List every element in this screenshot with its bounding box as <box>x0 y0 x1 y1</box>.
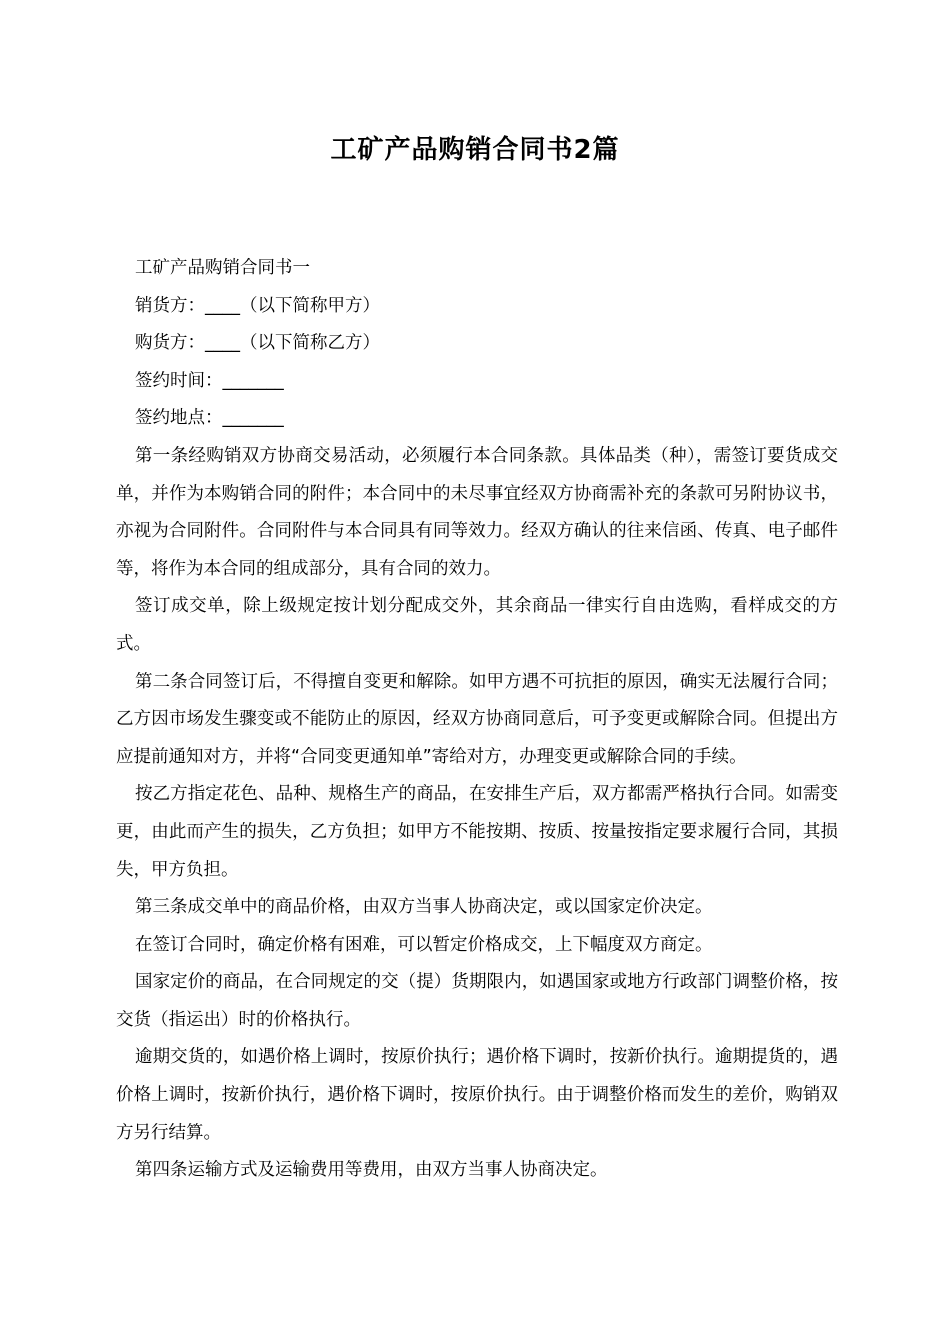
paragraph-order-form: 签订成交单，除上级规定按计划分配成交外，其余商品一律实行自由选购，看样成交的方式。 <box>116 596 838 654</box>
paragraph-seller: 销货方：____（以下简称甲方） <box>135 295 380 316</box>
paragraph-signing-time: 签约时间：_______ <box>135 370 284 391</box>
paragraph-article-3: 第三条成交单中的商品价格，由双方当事人协商决定，或以国家定价决定。 <box>135 897 713 918</box>
paragraph-signing-place: 签约地点：_______ <box>135 408 284 429</box>
paragraph-contract-heading: 工矿产品购销合同书一 <box>135 258 310 278</box>
paragraph-article-1: 第一条经购销双方协商交易活动，必须履行本合同条款。具体品类（种），需签订要货成交单，并作为本购销合同的附件；本合同中的未尽事宜经双方协商需补充的条款可另附协议书，亦视为合同附件。合同附件与本合同具有同等效力。经双方确认的往来信函、传真、电子邮件等，将作为本合同的组成部分，具有合同的效力。 <box>116 445 838 579</box>
paragraph-buyer: 购货方：____（以下简称乙方） <box>135 333 380 354</box>
paragraph-late-delivery: 逾期交货的，如遇价格上调时，按原价执行；遇价格下调时，按新价执行。逾期提货的，遇价格上调时，按新价执行，遇价格下调时，按原价执行。由于调整价格而发生的差价，购销双方另行结算。 <box>116 1047 838 1143</box>
document-title: 工矿产品购销合同书2篇 <box>330 135 620 165</box>
paragraph-article-2: 第二条合同签订后，不得擅自变更和解除。如甲方遇不可抗拒的原因，确实无法履行合同；乙方因市场发生骤变或不能防止的原因，经双方协商同意后，可予变更或解除合同。但提出方应提前通知对方，并将“合同变更通知单”寄给对方，办理变更或解除合同的手续。 <box>116 671 838 767</box>
paragraph-custom-goods: 按乙方指定花色、品种、规格生产的商品，在安排生产后，双方都需严格执行合同。如需变更，由此而产生的损失，乙方负担；如甲方不能按期、按质、按量按指定要求履行合同，其损失，甲方负担。 <box>116 784 838 880</box>
paragraph-article-4: 第四条运输方式及运输费用等费用，由双方当事人协商决定。 <box>135 1160 608 1181</box>
document-body <box>116 250 838 1190</box>
paragraph-provisional-price: 在签订合同时，确定价格有困难，可以暂定价格成交，上下幅度双方商定。 <box>135 934 713 955</box>
paragraph-state-price: 国家定价的商品，在合同规定的交（提）货期限内，如遇国家或地方行政部门调整价格，按交货（指运出）时的价格执行。 <box>116 972 838 1030</box>
